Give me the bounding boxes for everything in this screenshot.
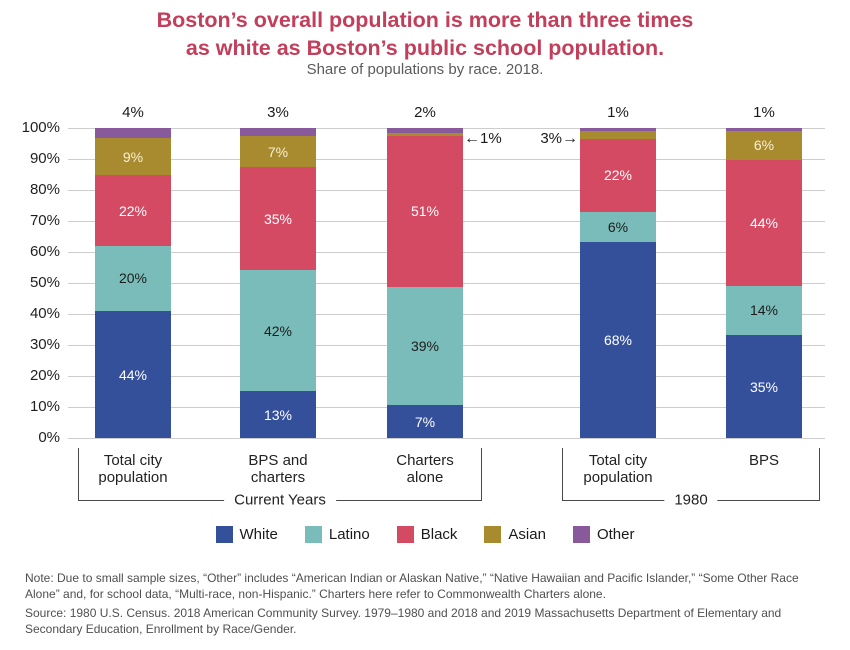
bar-segment-asian xyxy=(240,136,316,168)
stacked-bar xyxy=(726,128,802,438)
stacked-bar xyxy=(95,128,171,438)
segment-value-label: 7% xyxy=(414,413,436,430)
bar-segment-latino xyxy=(726,286,802,336)
group-bracket-current-years xyxy=(78,448,482,509)
bar-segment-latino xyxy=(240,270,316,391)
bar-segment-white xyxy=(240,391,316,438)
category-label-line1: Total city xyxy=(103,452,163,469)
legend-label: Other xyxy=(596,526,635,543)
legend-item-asian xyxy=(484,526,546,543)
legend-swatch-icon xyxy=(305,526,322,543)
segment-value-label: 35% xyxy=(749,378,779,395)
annotation-value: 1% xyxy=(480,130,502,147)
segment-value-label: 68% xyxy=(603,331,633,348)
legend-item-latino xyxy=(305,526,370,543)
segment-value-label: 6% xyxy=(753,137,775,154)
segment-value-label: 39% xyxy=(410,337,440,354)
legend xyxy=(0,526,850,543)
y-axis-tick-label: 80% xyxy=(29,181,60,198)
group-label-current-years: Current Years xyxy=(224,492,336,509)
bar-segment-latino xyxy=(387,287,463,406)
legend-label: Black xyxy=(420,526,458,543)
other-share-top-label: 1% xyxy=(753,104,775,121)
bar-segment-black xyxy=(387,136,463,287)
category-label-line2: population xyxy=(583,469,653,486)
bar-segment-latino xyxy=(95,246,171,311)
stacked-bar xyxy=(240,128,316,438)
y-axis-tick-label: 30% xyxy=(29,336,60,353)
bar-segment-white xyxy=(726,335,802,438)
legend-label: Asian xyxy=(508,526,546,543)
bar-segment-white xyxy=(95,311,171,438)
bar-segment-black xyxy=(240,167,316,270)
segment-value-label: 20% xyxy=(118,270,148,287)
bar-segment-black xyxy=(95,175,171,245)
legend-swatch-icon xyxy=(397,526,414,543)
legend-swatch-icon xyxy=(484,526,501,543)
bar-segment-white xyxy=(580,242,656,438)
bar-segment-asian xyxy=(726,131,802,160)
category-label-line1: BPS and xyxy=(248,452,308,469)
bar-segment-other xyxy=(240,128,316,136)
legend-label: Latino xyxy=(328,526,370,543)
bar-segment-latino xyxy=(580,212,656,242)
source-text: Source: 1980 U.S. Census. 2018 American Community Survey. 1979–1980 and 2018 and 2019 Massachusetts Department of Elementary and Secondary Education, Enrollment by Race/Gender. xyxy=(25,606,782,636)
asian-charters-annotation xyxy=(464,130,502,148)
note-text: Note: Due to small sample sizes, “Other” includes “American Indian or Alaskan Native,” “Native Hawaiian and Pacific Islander,” “Some Other Race Alone” and, for school data, “Multi-race, non-Hispanic.” Charters here refer to Commonwealth Charters alone. xyxy=(25,571,799,601)
arrow-left-icon: ← xyxy=(464,130,480,147)
segment-value-label: 6% xyxy=(607,218,629,235)
bar-segment-other xyxy=(95,128,171,138)
segment-value-label: 44% xyxy=(749,214,779,231)
segment-value-label: 22% xyxy=(118,202,148,219)
other-share-top-label: 2% xyxy=(414,104,436,121)
segment-value-label: 44% xyxy=(118,366,148,383)
page-title xyxy=(0,6,850,62)
other-share-top-label: 4% xyxy=(122,104,144,121)
segment-value-label: 35% xyxy=(263,210,293,227)
legend-label: White xyxy=(239,526,278,543)
bar-segment-asian xyxy=(580,131,656,139)
legend-item-other xyxy=(573,526,635,543)
category-label-line1: Charters xyxy=(396,452,454,469)
bar-segment-black xyxy=(580,139,656,212)
y-axis-tick-label: 70% xyxy=(29,212,60,229)
stacked-bar xyxy=(580,128,656,438)
y-axis-tick-label: 10% xyxy=(29,398,60,415)
other-share-top-label: 1% xyxy=(607,104,629,121)
asian-1980-annotation xyxy=(522,130,578,148)
segment-value-label: 42% xyxy=(263,322,293,339)
y-axis-tick-label: 100% xyxy=(21,119,60,136)
y-axis-tick-label: 0% xyxy=(38,429,60,446)
annotation-value: 3% xyxy=(540,130,562,147)
y-axis-tick-label: 20% xyxy=(29,367,60,384)
segment-value-label: 9% xyxy=(122,148,144,165)
bar-segment-white xyxy=(387,405,463,438)
category-label-line2: charters xyxy=(250,469,306,486)
category-label-line2: alone xyxy=(406,469,444,486)
y-axis-tick-label: 90% xyxy=(29,150,60,167)
gridline xyxy=(68,438,825,439)
segment-value-label: 22% xyxy=(603,167,633,184)
legend-swatch-icon xyxy=(216,526,233,543)
group-label-1980: 1980 xyxy=(664,492,717,509)
y-axis-tick-label: 50% xyxy=(29,274,60,291)
group-bracket-1980 xyxy=(562,448,820,509)
arrow-right-icon: → xyxy=(562,130,578,147)
stacked-bar xyxy=(387,128,463,438)
y-axis-tick-label: 60% xyxy=(29,243,60,260)
segment-value-label: 7% xyxy=(267,143,289,160)
segment-value-label: 14% xyxy=(749,302,779,319)
segment-value-label: 13% xyxy=(263,406,293,423)
segment-value-label: 51% xyxy=(410,203,440,220)
bar-segment-asian xyxy=(95,138,171,175)
legend-swatch-icon xyxy=(573,526,590,543)
category-label-line2: population xyxy=(98,469,168,486)
legend-item-white xyxy=(216,526,278,543)
other-share-top-label: 3% xyxy=(267,104,289,121)
category-label-line1: Total city xyxy=(588,452,648,469)
bar-segment-black xyxy=(726,160,802,286)
legend-item-black xyxy=(397,526,458,543)
title-line-2: as white as Boston’s public school population. xyxy=(185,36,665,60)
title-line-1: Boston’s overall population is more than three times xyxy=(156,8,694,32)
chart-subtitle: Share of populations by race. 2018. xyxy=(306,61,544,78)
y-axis-tick-label: 40% xyxy=(29,305,60,322)
category-label-line1: BPS xyxy=(748,452,779,469)
